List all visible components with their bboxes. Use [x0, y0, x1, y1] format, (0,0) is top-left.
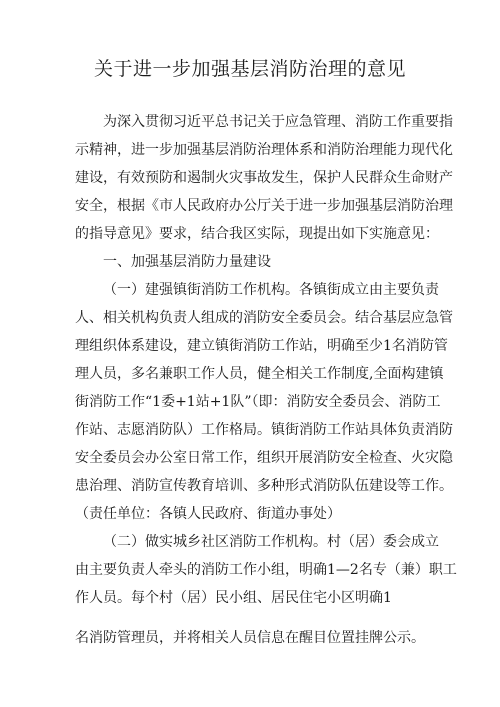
- document-title: 关于进一步加强基层消防治理的意见: [93, 58, 406, 80]
- paragraph-line: 示精神，进一步加强基层消防治理体系和消防治理能力现代化: [75, 142, 453, 158]
- section-heading: 一、加强基层消防力量建设: [103, 254, 271, 270]
- paragraph-line: 建设，有效预防和遏制火灾事故发生，保护人民群众生命财产: [75, 170, 453, 186]
- paragraph-line: 安全，根据《市人民政府办公厅关于进一步加强基层消防治理: [75, 198, 453, 214]
- paragraph-line: （责任单位：各镇人民政府、街道办事处）: [75, 506, 341, 522]
- paragraph-line: 的指导意见》要求，结合我区实际，现提出如下实施意见：: [75, 226, 439, 242]
- paragraph-line: 作站、志愿消防队）工作格局。镇街消防工作站具体负责消防: [75, 422, 453, 438]
- paragraph-line: 街消防工作“1委+1站+1队”（即：消防安全委员会、消防工: [75, 394, 441, 410]
- paragraph-line: 为深入贯彻习近平总书记关于应急管理、消防工作重要指: [103, 114, 453, 130]
- paragraph-line: 安全委员会办公室日常工作，组织开展消防安全检查、火灾隐: [75, 450, 453, 466]
- paragraph-line: 理人员，多名兼职工作人员，健全相关工作制度,全面构建镇: [75, 366, 444, 382]
- paragraph-line: 患治理、消防宣传教育培训、多种形式消防队伍建设等工作。: [75, 478, 453, 494]
- paragraph-line: 由主要负责人牵头的消防工作小组，明确1—2名专（兼）职工: [75, 562, 457, 578]
- paragraph-line: （二）做实城乡社区消防工作机构。村（居）委会成立: [103, 534, 439, 550]
- paragraph-line: 理组织体系建设，建立镇街消防工作站，明确至少1名消防管: [75, 338, 448, 354]
- paragraph-line: （一）建强镇街消防工作机构。各镇街成立由主要负责: [103, 282, 439, 298]
- paragraph-line: 作人员。每个村（居）民小组、居民住宅小区明确1: [75, 590, 392, 606]
- paragraph-line: 名消防管理员，并将相关人员信息在醒目位置挂牌公示。: [75, 630, 425, 646]
- paragraph-line: 人、相关机构负责人组成的消防安全委员会。结合基层应急管: [75, 310, 453, 326]
